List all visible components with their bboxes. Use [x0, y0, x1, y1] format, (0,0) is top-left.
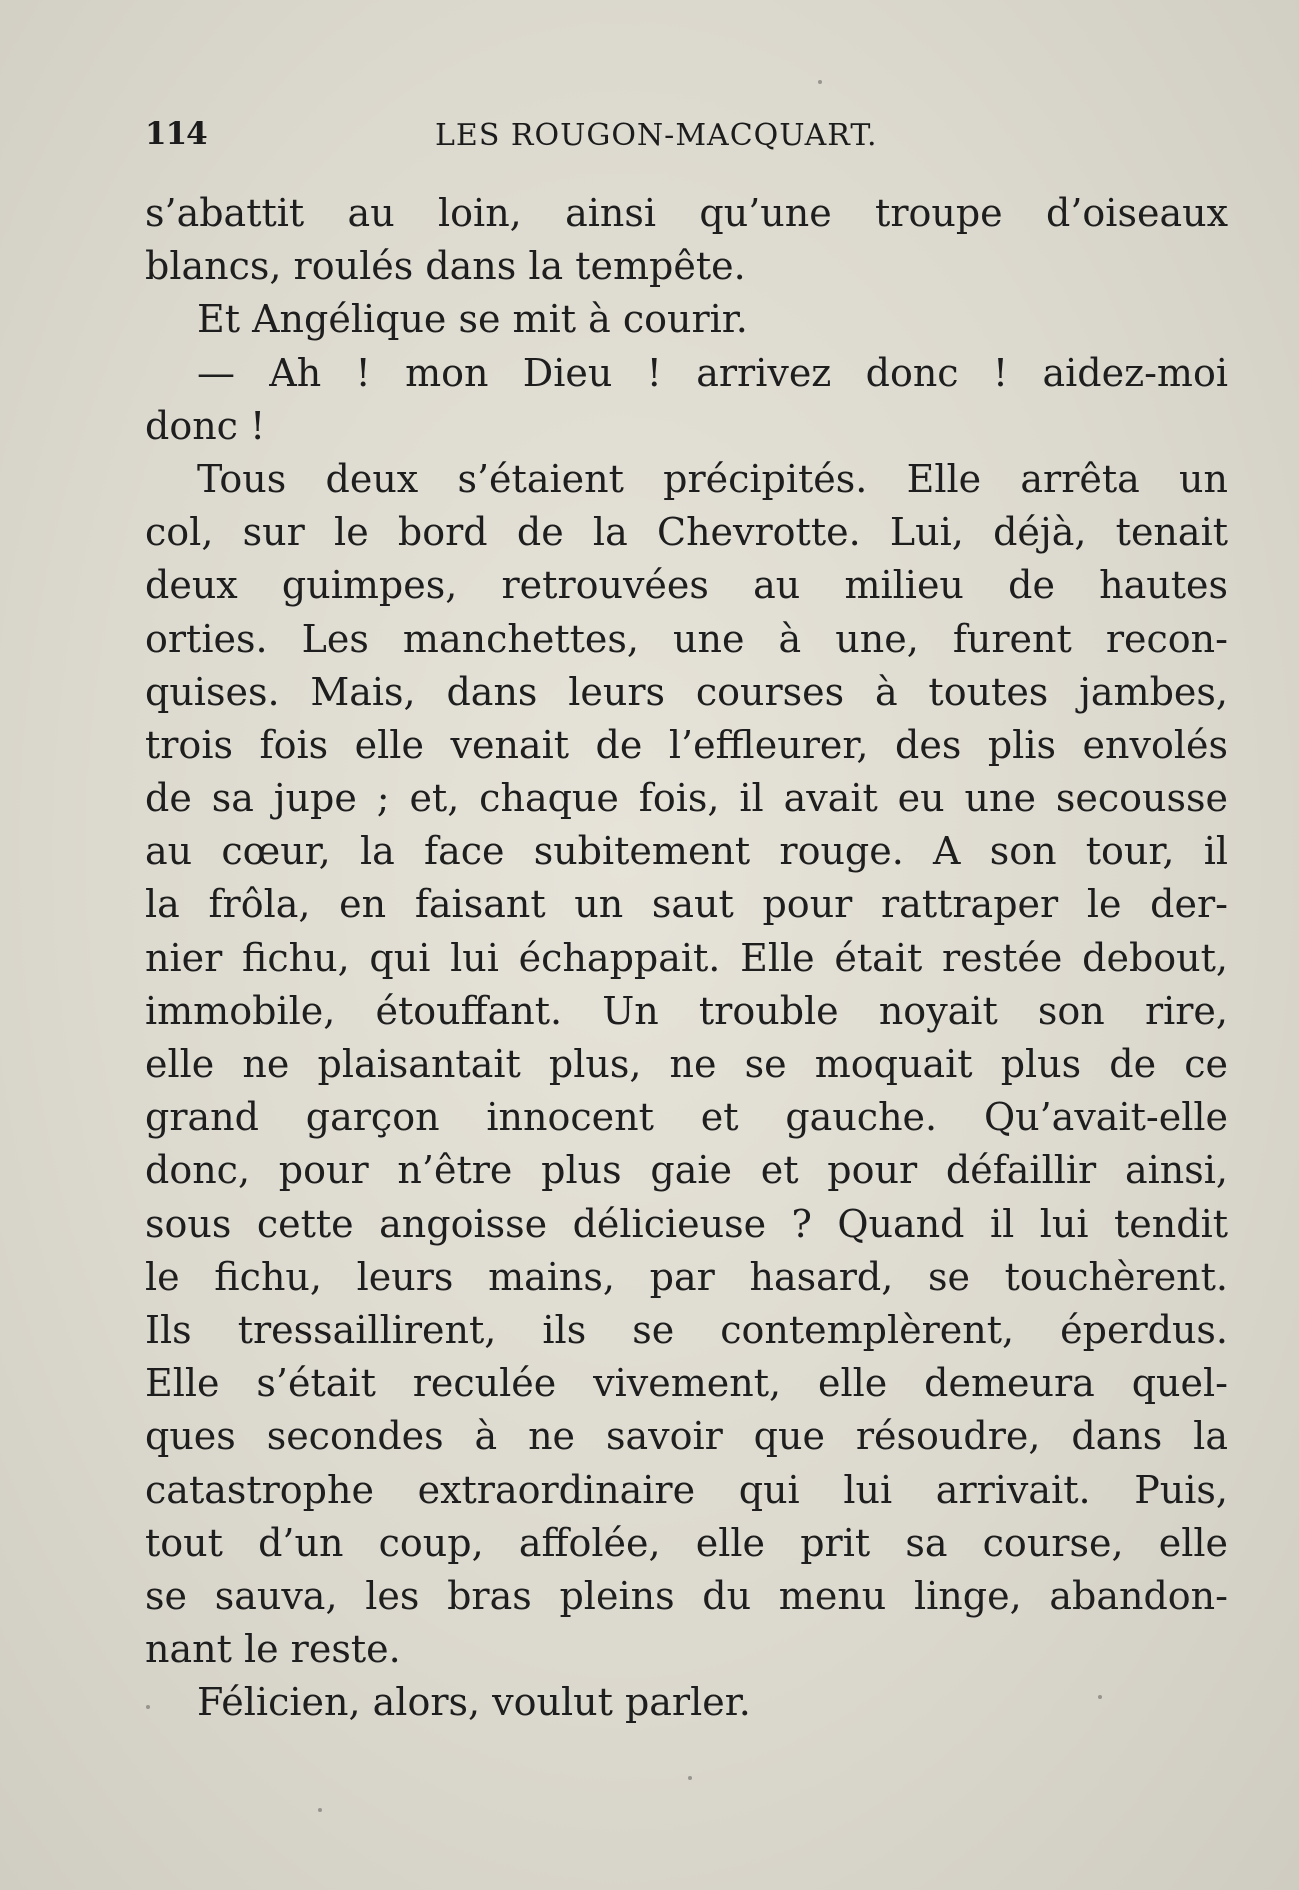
text-line: nier fichu, qui lui échappait. Elle était restée debout, — [145, 935, 1228, 980]
text-line: sous cette angoisse délicieuse ? Quand il lui tendit — [145, 1201, 1228, 1246]
text-line: se sauva, les bras pleins du menu linge, abandon- — [145, 1573, 1228, 1618]
text-line: trois fois elle venait de l’effleurer, des plis envolés — [145, 722, 1228, 767]
text-line: blancs, roulés dans la tempête. — [145, 244, 746, 289]
text-line: Elle s’était reculée vivement, elle demeura quel- — [145, 1361, 1228, 1406]
text-line: Tous deux s’étaient précipités. Elle arrêta un — [197, 456, 1228, 501]
body-text — [145, 187, 1228, 1729]
text-line: donc ! — [145, 403, 266, 448]
text-line: ques secondes à ne savoir que résoudre, dans la — [145, 1414, 1228, 1459]
text-line: elle ne plaisantait plus, ne se moquait plus de ce — [145, 1042, 1228, 1086]
text-line: la frôla, en faisant un saut pour rattraper le der- — [145, 882, 1228, 927]
paper-speck — [818, 80, 822, 84]
page-number: 114 — [145, 116, 207, 152]
paper-speck — [318, 1808, 322, 1812]
text-line: immobile, étouffant. Un trouble noyait son rire, — [145, 988, 1228, 1033]
text-line: deux guimpes, retrouvées au milieu de hautes — [145, 563, 1228, 608]
text-line: grand garçon innocent et gauche. Qu’avait-elle — [145, 1095, 1228, 1140]
text-line: quises. Mais, dans leurs courses à toutes jambes, — [145, 669, 1228, 714]
text-line: s’abattit au loin, ainsi qu’une troupe d’oiseaux — [145, 191, 1228, 235]
text-line: orties. Les manchettes, une à une, furent recon- — [145, 616, 1228, 661]
text-line: catastrophe extraordinaire qui lui arrivait. Puis, — [145, 1467, 1228, 1512]
text-line: tout d’un coup, affolée, elle prit sa course, elle — [145, 1520, 1228, 1565]
running-header — [145, 116, 945, 166]
text-line: au cœur, la face subitement rouge. A son tour, il — [145, 829, 1228, 874]
text-line: de sa jupe ; et, chaque fois, il avait eu une secousse — [145, 776, 1228, 821]
text-line: donc, pour n’être plus gaie et pour défaillir ainsi, — [145, 1148, 1228, 1193]
paper-speck — [688, 1776, 692, 1780]
running-title: LES ROUGON-MACQUART. — [435, 118, 878, 153]
text-line: nant le reste. — [145, 1627, 401, 1672]
text-line: col, sur le bord de la Chevrotte. Lui, déjà, tenait — [145, 510, 1228, 555]
text-line: Ils tressaillirent, ils se contemplèrent, éperdus. — [145, 1307, 1228, 1352]
text-line: le fichu, leurs mains, par hasard, se touchèrent. — [145, 1254, 1228, 1299]
text-line: Félicien, alors, voulut parler. — [197, 1680, 751, 1725]
text-line: — Ah ! mon Dieu ! arrivez donc ! aidez-moi — [197, 350, 1228, 395]
text-line: Et Angélique se mit à courir. — [197, 297, 748, 342]
paper-speck — [1098, 1695, 1102, 1699]
paper-speck — [146, 1705, 150, 1709]
